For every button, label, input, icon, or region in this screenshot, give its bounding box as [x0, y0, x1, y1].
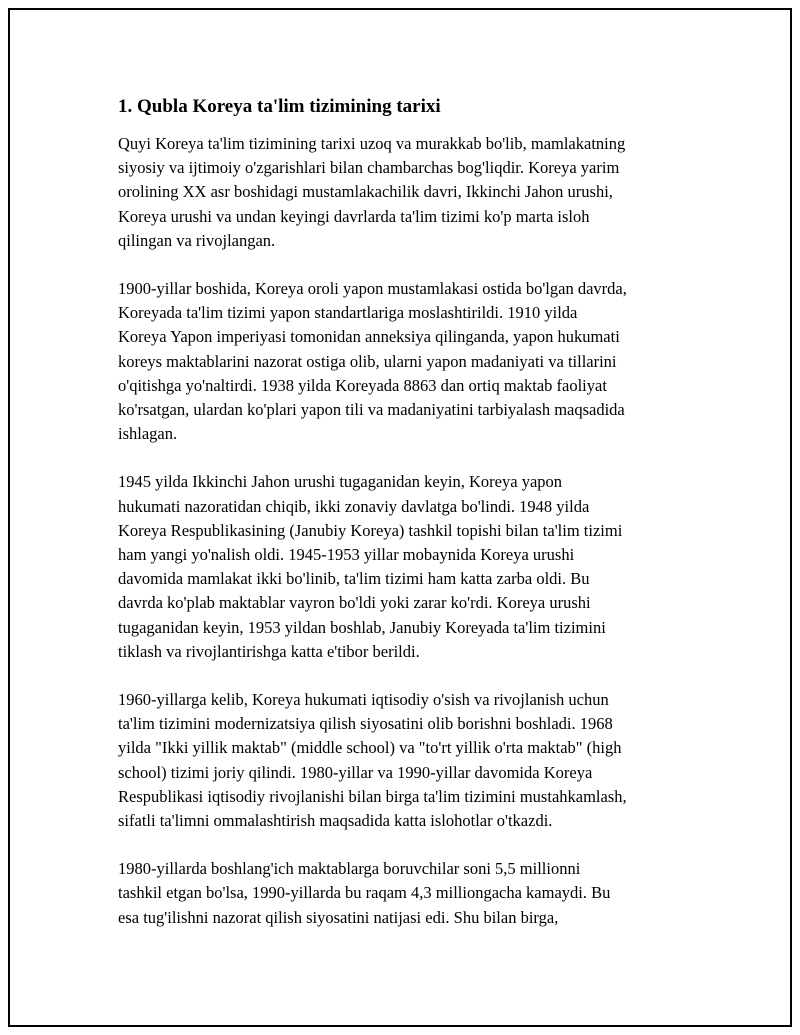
text-line: ko'rsatgan, ulardan ko'plari yapon tili va madaniyatini tarbiyalash maqsadida: [118, 400, 625, 420]
text-line: koreys maktablarini nazorat ostiga olib, ularni yapon madaniyati va tillarini: [118, 351, 617, 371]
text-line: ishlagan.: [118, 424, 178, 444]
text-line: 1945 yilda Ikkinchi Jahon urushi tugaganidan keyin, Koreya yapon: [118, 472, 563, 492]
text-line: orolining XX asr boshidagi mustamlakachilik davri, Ikkinchi Jahon urushi,: [118, 182, 613, 202]
text-line: 1900-yillar boshida, Koreya oroli yapon mustamlakasi ostida bo'lgan davrda,: [118, 279, 627, 299]
text-line: Koreya Respublikasining (Janubiy Koreya) tashkil topishi bilan ta'lim tizimi: [118, 520, 623, 540]
text-line: Koreya urushi va undan keyingi davrlarda ta'lim tizimi ko'p marta isloh: [118, 206, 590, 226]
text-line: school) tizimi joriy qilindi. 1980-yillar va 1990-yillar davomida Koreya: [118, 762, 593, 782]
text-line: hukumati nazoratidan chiqib, ikki zonaviy davlatga bo'lindi. 1948 yilda: [118, 496, 590, 516]
document-body: [118, 95, 708, 954]
paragraph-2: [118, 277, 708, 446]
text-line: o'qitishga yo'naltirdi. 1938 yilda Koreyada 8863 dan ortiq maktab faoliyat: [118, 375, 607, 395]
paragraph-1: [118, 132, 708, 253]
text-line: qilingan va rivojlangan.: [118, 230, 276, 250]
page-frame: [8, 8, 792, 1027]
text-line: Quyi Koreya ta'lim tizimining tarixi uzoq va murakkab bo'lib, mamlakatning: [118, 134, 626, 153]
paragraph-5: [118, 857, 708, 930]
text-line: Koreya Yapon imperiyasi tomonidan anneksiya qilinganda, yapon hukumati: [118, 327, 620, 347]
paragraph-4: [118, 688, 708, 833]
text-line: yilda "Ikki yillik maktab" (middle school) va "to'rt yillik o'rta maktab" (high: [118, 738, 622, 758]
text-line: davrda ko'plab maktablar vayron bo'ldi yoki zarar ko'rdi. Koreya urushi: [118, 593, 591, 613]
paragraph-3: [118, 470, 708, 664]
text-line: 1980-yillarda boshlang'ich maktablarga boruvchilar soni 5,5 millionni: [118, 859, 581, 879]
text-line: 1960-yillarga kelib, Koreya hukumati iqtisodiy o'sish va rivojlanish uchun: [118, 690, 609, 710]
text-line: Respublikasi iqtisodiy rivojlanishi bilan birga ta'lim tizimini mustahkamlash,: [118, 786, 627, 806]
section-heading: 1. Qubla Koreya ta'lim tizimining tarixi: [118, 96, 441, 117]
text-line: ham yangi yo'nalish oldi. 1945-1953 yillar mobaynida Koreya urushi: [118, 545, 575, 565]
text-line: davomida mamlakat ikki bo'linib, ta'lim tizimi ham katta zarba oldi. Bu: [118, 569, 590, 589]
text-line: esa tug'ilishni nazorat qilish siyosatini natijasi edi. Shu bilan birga,: [118, 907, 559, 927]
text-line: Koreyada ta'lim tizimi yapon standartlariga moslashtirildi. 1910 yilda: [118, 303, 578, 323]
text-line: ta'lim tizimini modernizatsiya qilish siyosatini olib borishni boshladi. 1968: [118, 714, 613, 734]
text-line: siyosiy va ijtimoiy o'zgarishlari bilan chambarchas bog'liqdir. Koreya yarim: [118, 158, 620, 178]
text-line: tiklash va rivojlantirishga katta e'tibor berildi.: [118, 641, 420, 661]
text-line: tashkil etgan bo'lsa, 1990-yillarda bu raqam 4,3 milliongacha kamaydi. Bu: [118, 883, 611, 903]
text-line: tugaganidan keyin, 1953 yildan boshlab, Janubiy Koreyada ta'lim tizimini: [118, 617, 606, 637]
text-line: sifatli ta'limni ommalashtirish maqsadida katta islohotlar o'tkazdi.: [118, 811, 553, 831]
